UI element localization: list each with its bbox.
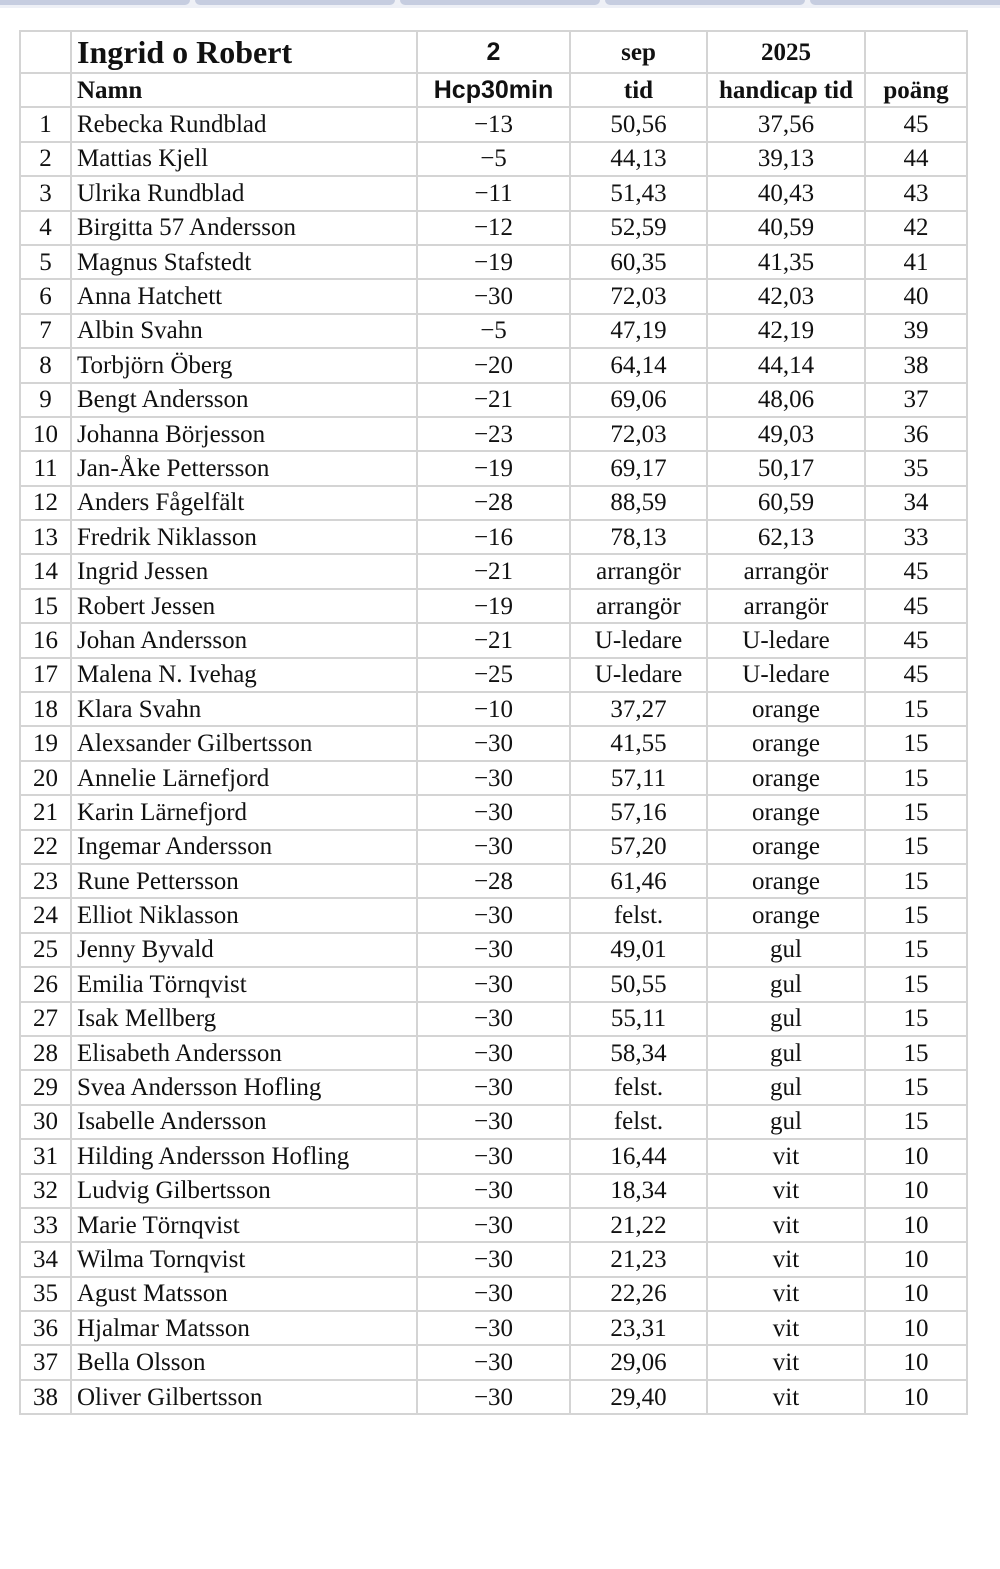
hcp-value: −30: [417, 1311, 570, 1345]
participant-name: Fredrik Niklasson: [71, 520, 417, 554]
table-row: [20, 830, 967, 864]
top-tab-strip: [0, 0, 1000, 8]
handicap-time-value: vit: [707, 1277, 865, 1311]
points-value: 36: [865, 417, 967, 451]
time-value: 29,06: [570, 1345, 707, 1379]
hcp-value: −21: [417, 383, 570, 417]
table-row: [20, 623, 967, 657]
participant-name: Birgitta 57 Andersson: [71, 211, 417, 245]
time-value: 57,16: [570, 795, 707, 829]
table-row: [20, 1070, 967, 1104]
time-value: 57,11: [570, 761, 707, 795]
row-number: 30: [20, 1105, 71, 1139]
points-value: 10: [865, 1311, 967, 1345]
time-value: 49,01: [570, 933, 707, 967]
table-row: [20, 348, 967, 382]
hcp-value: −20: [417, 348, 570, 382]
participant-name: Isak Mellberg: [71, 1002, 417, 1036]
time-value: 72,03: [570, 417, 707, 451]
table-row: [20, 1174, 967, 1208]
hcp-value: −21: [417, 623, 570, 657]
handicap-time-value: vit: [707, 1139, 865, 1173]
participant-name: Anders Fågelfält: [71, 486, 417, 520]
row-number: 25: [20, 933, 71, 967]
title-row: [20, 31, 967, 73]
empty-header-cell: [865, 31, 967, 73]
row-number: 6: [20, 279, 71, 313]
points-value: 45: [865, 589, 967, 623]
handicap-time-value: orange: [707, 795, 865, 829]
hcp-value: −19: [417, 589, 570, 623]
tab-segment: [810, 0, 1000, 5]
hcp-value: −23: [417, 417, 570, 451]
participant-name: Jenny Byvald: [71, 933, 417, 967]
table-row: [20, 451, 967, 485]
handicap-time-value: gul: [707, 933, 865, 967]
handicap-time-value: vit: [707, 1174, 865, 1208]
points-value: 10: [865, 1277, 967, 1311]
row-number: 1: [20, 107, 71, 141]
hcp-value: −30: [417, 898, 570, 932]
row-number: 17: [20, 658, 71, 692]
points-value: 15: [865, 830, 967, 864]
handicap-time-value: 60,59: [707, 486, 865, 520]
row-number: 4: [20, 211, 71, 245]
participant-name: Klara Svahn: [71, 692, 417, 726]
handicap-time-value: vit: [707, 1242, 865, 1276]
row-number: 28: [20, 1036, 71, 1070]
participant-name: Jan-Åke Pettersson: [71, 451, 417, 485]
row-number: 37: [20, 1345, 71, 1379]
hcp-value: −30: [417, 1208, 570, 1242]
row-number: 12: [20, 486, 71, 520]
time-value: 57,20: [570, 830, 707, 864]
hcp-value: −28: [417, 486, 570, 520]
participant-name: Marie Törnqvist: [71, 1208, 417, 1242]
row-number: 16: [20, 623, 71, 657]
hcp-value: −30: [417, 279, 570, 313]
table-row: [20, 1277, 967, 1311]
row-number: 10: [20, 417, 71, 451]
hcp-value: −30: [417, 1380, 570, 1414]
handicap-time-value: 48,06: [707, 383, 865, 417]
time-value: 60,35: [570, 245, 707, 279]
participant-name: Elliot Niklasson: [71, 898, 417, 932]
handicap-time-value: 42,03: [707, 279, 865, 313]
points-value: 45: [865, 554, 967, 588]
handicap-time-value: arrangör: [707, 554, 865, 588]
handicap-time-value: U-ledare: [707, 658, 865, 692]
table-row: [20, 314, 967, 348]
row-number: 20: [20, 761, 71, 795]
table-row: [20, 864, 967, 898]
points-value: 15: [865, 692, 967, 726]
table-row: [20, 967, 967, 1001]
handicap-time-value: vit: [707, 1311, 865, 1345]
time-value: 69,17: [570, 451, 707, 485]
handicap-time-value: 50,17: [707, 451, 865, 485]
date-day: 2: [417, 31, 570, 73]
participant-name: Karin Lärnefjord: [71, 795, 417, 829]
handicap-time-value: 37,56: [707, 107, 865, 141]
time-value: 51,43: [570, 176, 707, 210]
points-value: 33: [865, 520, 967, 554]
row-number: 23: [20, 864, 71, 898]
time-value: 61,46: [570, 864, 707, 898]
header-hcp: Hcp30min: [417, 73, 570, 107]
table-row: [20, 142, 967, 176]
time-value: arrangör: [570, 589, 707, 623]
time-value: arrangör: [570, 554, 707, 588]
time-value: 21,22: [570, 1208, 707, 1242]
row-number: 27: [20, 1002, 71, 1036]
table-row: [20, 726, 967, 760]
hcp-value: −30: [417, 1002, 570, 1036]
points-value: 10: [865, 1242, 967, 1276]
row-number: 33: [20, 1208, 71, 1242]
time-value: 21,23: [570, 1242, 707, 1276]
points-value: 45: [865, 107, 967, 141]
handicap-time-value: orange: [707, 761, 865, 795]
hcp-value: −30: [417, 1174, 570, 1208]
hcp-value: −5: [417, 142, 570, 176]
points-value: 45: [865, 658, 967, 692]
points-value: 10: [865, 1380, 967, 1414]
row-number: 36: [20, 1311, 71, 1345]
participant-name: Hjalmar Matsson: [71, 1311, 417, 1345]
handicap-time-value: vit: [707, 1208, 865, 1242]
hcp-value: −19: [417, 245, 570, 279]
table-row: [20, 1002, 967, 1036]
points-value: 15: [865, 761, 967, 795]
tab-segment: [400, 0, 600, 5]
time-value: 23,31: [570, 1311, 707, 1345]
table-row: [20, 589, 967, 623]
table-row: [20, 1139, 967, 1173]
time-value: felst.: [570, 1070, 707, 1104]
time-value: felst.: [570, 1105, 707, 1139]
table-row: [20, 1345, 967, 1379]
table-row: [20, 520, 967, 554]
points-value: 37: [865, 383, 967, 417]
handicap-time-value: U-ledare: [707, 623, 865, 657]
table-row: [20, 554, 967, 588]
row-number: 14: [20, 554, 71, 588]
handicap-time-value: gul: [707, 1105, 865, 1139]
corner-cell: [20, 31, 71, 73]
participant-name: Bella Olsson: [71, 1345, 417, 1379]
row-number: 8: [20, 348, 71, 382]
time-value: 72,03: [570, 279, 707, 313]
handicap-time-value: arrangör: [707, 589, 865, 623]
handicap-time-value: orange: [707, 726, 865, 760]
tab-segment: [0, 0, 190, 5]
row-number: 3: [20, 176, 71, 210]
handicap-time-value: 44,14: [707, 348, 865, 382]
participant-name: Rebecka Rundblad: [71, 107, 417, 141]
results-table: [19, 30, 968, 1415]
page-title: Ingrid o Robert: [71, 31, 417, 73]
table-row: [20, 795, 967, 829]
points-value: 15: [865, 1070, 967, 1104]
points-value: 10: [865, 1174, 967, 1208]
time-value: 29,40: [570, 1380, 707, 1414]
hcp-value: −21: [417, 554, 570, 588]
participant-name: Rune Pettersson: [71, 864, 417, 898]
tab-segment: [195, 0, 395, 5]
table-row: [20, 933, 967, 967]
hcp-value: −30: [417, 1242, 570, 1276]
points-value: 15: [865, 795, 967, 829]
table-row: [20, 1311, 967, 1345]
participant-name: Emilia Törnqvist: [71, 967, 417, 1001]
participant-name: Ludvig Gilbertsson: [71, 1174, 417, 1208]
header-points: poäng: [865, 73, 967, 107]
table-row: [20, 211, 967, 245]
time-value: 52,59: [570, 211, 707, 245]
hcp-value: −5: [417, 314, 570, 348]
handicap-time-value: gul: [707, 1036, 865, 1070]
participant-name: Torbjörn Öberg: [71, 348, 417, 382]
time-value: 44,13: [570, 142, 707, 176]
hcp-value: −30: [417, 967, 570, 1001]
row-number: 26: [20, 967, 71, 1001]
points-value: 10: [865, 1139, 967, 1173]
row-number: 13: [20, 520, 71, 554]
participant-name: Annelie Lärnefjord: [71, 761, 417, 795]
time-value: U-ledare: [570, 623, 707, 657]
time-value: 50,55: [570, 967, 707, 1001]
hcp-value: −30: [417, 761, 570, 795]
participant-name: Johanna Börjesson: [71, 417, 417, 451]
points-value: 15: [865, 967, 967, 1001]
time-value: 37,27: [570, 692, 707, 726]
time-value: felst.: [570, 898, 707, 932]
participant-name: Robert Jessen: [71, 589, 417, 623]
header-handicap-time: handicap tid: [707, 73, 865, 107]
participant-name: Magnus Stafstedt: [71, 245, 417, 279]
hcp-value: −30: [417, 726, 570, 760]
hcp-value: −30: [417, 830, 570, 864]
handicap-time-value: 39,13: [707, 142, 865, 176]
date-month: sep: [570, 31, 707, 73]
handicap-time-value: 40,43: [707, 176, 865, 210]
date-year: 2025: [707, 31, 865, 73]
row-number: 34: [20, 1242, 71, 1276]
participant-name: Albin Svahn: [71, 314, 417, 348]
corner-cell: [20, 73, 71, 107]
handicap-time-value: 62,13: [707, 520, 865, 554]
hcp-value: −30: [417, 1105, 570, 1139]
table-row: [20, 761, 967, 795]
row-number: 35: [20, 1277, 71, 1311]
points-value: 15: [865, 1105, 967, 1139]
time-value: 16,44: [570, 1139, 707, 1173]
points-value: 39: [865, 314, 967, 348]
row-number: 18: [20, 692, 71, 726]
row-number: 15: [20, 589, 71, 623]
time-value: 18,34: [570, 1174, 707, 1208]
row-number: 2: [20, 142, 71, 176]
time-value: 58,34: [570, 1036, 707, 1070]
table-row: [20, 176, 967, 210]
handicap-time-value: vit: [707, 1380, 865, 1414]
participant-name: Malena N. Ivehag: [71, 658, 417, 692]
row-number: 19: [20, 726, 71, 760]
hcp-value: −30: [417, 1036, 570, 1070]
time-value: 47,19: [570, 314, 707, 348]
handicap-time-value: 49,03: [707, 417, 865, 451]
table-row: [20, 107, 967, 141]
points-value: 15: [865, 933, 967, 967]
handicap-time-value: orange: [707, 864, 865, 898]
hcp-value: −30: [417, 933, 570, 967]
table-row: [20, 279, 967, 313]
hcp-value: −19: [417, 451, 570, 485]
table-row: [20, 486, 967, 520]
points-value: 41: [865, 245, 967, 279]
table-row: [20, 1105, 967, 1139]
handicap-time-value: 40,59: [707, 211, 865, 245]
participant-name: Ingemar Andersson: [71, 830, 417, 864]
points-value: 10: [865, 1345, 967, 1379]
hcp-value: −30: [417, 1345, 570, 1379]
hcp-value: −13: [417, 107, 570, 141]
time-value: U-ledare: [570, 658, 707, 692]
table-row: [20, 692, 967, 726]
row-number: 22: [20, 830, 71, 864]
participant-name: Ingrid Jessen: [71, 554, 417, 588]
handicap-time-value: 41,35: [707, 245, 865, 279]
points-value: 43: [865, 176, 967, 210]
row-number: 11: [20, 451, 71, 485]
column-header-row: [20, 73, 967, 107]
time-value: 78,13: [570, 520, 707, 554]
header-name: Namn: [71, 73, 417, 107]
hcp-value: −25: [417, 658, 570, 692]
points-value: 15: [865, 864, 967, 898]
row-number: 9: [20, 383, 71, 417]
row-number: 29: [20, 1070, 71, 1104]
hcp-value: −28: [417, 864, 570, 898]
table-row: [20, 1036, 967, 1070]
participant-name: Anna Hatchett: [71, 279, 417, 313]
row-number: 38: [20, 1380, 71, 1414]
points-value: 44: [865, 142, 967, 176]
hcp-value: −16: [417, 520, 570, 554]
table-row: [20, 245, 967, 279]
points-value: 42: [865, 211, 967, 245]
header-time: tid: [570, 73, 707, 107]
participant-name: Ulrika Rundblad: [71, 176, 417, 210]
participant-name: Agust Matsson: [71, 1277, 417, 1311]
row-number: 7: [20, 314, 71, 348]
tab-segment: [605, 0, 805, 5]
participant-name: Oliver Gilbertsson: [71, 1380, 417, 1414]
table-row: [20, 383, 967, 417]
points-value: 40: [865, 279, 967, 313]
row-number: 5: [20, 245, 71, 279]
table-row: [20, 1242, 967, 1276]
row-number: 24: [20, 898, 71, 932]
handicap-time-value: gul: [707, 1002, 865, 1036]
table-row: [20, 898, 967, 932]
handicap-time-value: gul: [707, 967, 865, 1001]
points-value: 45: [865, 623, 967, 657]
points-value: 15: [865, 726, 967, 760]
hcp-value: −30: [417, 1070, 570, 1104]
handicap-time-value: orange: [707, 692, 865, 726]
handicap-time-value: vit: [707, 1345, 865, 1379]
handicap-time-value: gul: [707, 1070, 865, 1104]
table-row: [20, 658, 967, 692]
time-value: 64,14: [570, 348, 707, 382]
points-value: 34: [865, 486, 967, 520]
hcp-value: −30: [417, 795, 570, 829]
table-row: [20, 417, 967, 451]
time-value: 55,11: [570, 1002, 707, 1036]
participant-name: Isabelle Andersson: [71, 1105, 417, 1139]
points-value: 35: [865, 451, 967, 485]
row-number: 32: [20, 1174, 71, 1208]
row-number: 31: [20, 1139, 71, 1173]
participant-name: Alexsander Gilbertsson: [71, 726, 417, 760]
participant-name: Svea Andersson Hofling: [71, 1070, 417, 1104]
handicap-time-value: orange: [707, 898, 865, 932]
hcp-value: −12: [417, 211, 570, 245]
points-value: 15: [865, 1002, 967, 1036]
participant-name: Elisabeth Andersson: [71, 1036, 417, 1070]
time-value: 69,06: [570, 383, 707, 417]
points-value: 15: [865, 898, 967, 932]
hcp-value: −30: [417, 1139, 570, 1173]
hcp-value: −10: [417, 692, 570, 726]
hcp-value: −30: [417, 1277, 570, 1311]
participant-name: Johan Andersson: [71, 623, 417, 657]
handicap-time-value: 42,19: [707, 314, 865, 348]
hcp-value: −11: [417, 176, 570, 210]
points-value: 15: [865, 1036, 967, 1070]
participant-name: Hilding Andersson Hofling: [71, 1139, 417, 1173]
participant-name: Bengt Andersson: [71, 383, 417, 417]
time-value: 41,55: [570, 726, 707, 760]
handicap-time-value: orange: [707, 830, 865, 864]
points-value: 38: [865, 348, 967, 382]
time-value: 50,56: [570, 107, 707, 141]
participant-name: Wilma Tornqvist: [71, 1242, 417, 1276]
participant-name: Mattias Kjell: [71, 142, 417, 176]
time-value: 88,59: [570, 486, 707, 520]
table-row: [20, 1380, 967, 1414]
table-row: [20, 1208, 967, 1242]
points-value: 10: [865, 1208, 967, 1242]
time-value: 22,26: [570, 1277, 707, 1311]
row-number: 21: [20, 795, 71, 829]
